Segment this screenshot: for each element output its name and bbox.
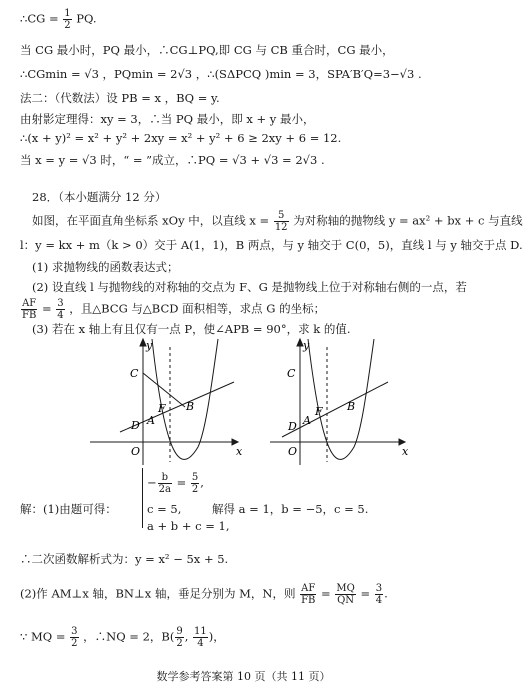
solution-label: 解：(1)由题可得：: [20, 502, 117, 516]
line-min-condition: 当 CG 最小时，PQ 最小，∴CG⊥PQ,即 CG 与 CB 重合时，CG 最小，: [20, 43, 394, 57]
left-label-c: C: [130, 367, 139, 380]
solution-result: 解得 a = 1，b = −5，c = 5.: [212, 502, 369, 516]
right-label-c: C: [287, 367, 296, 380]
right-label-d: D: [288, 420, 297, 433]
left-label-f: F: [158, 402, 166, 415]
question-heading: 28．（本小题满分 12 分）: [32, 190, 167, 204]
line-method-two: 法二：（代数法）设 PB = x ，BQ = y.: [20, 91, 220, 105]
right-label-f: F: [315, 405, 323, 418]
fraction-half: $\frac{1}{2}$: [64, 8, 71, 31]
fraction-three-quarters: $\frac{3}{4}$: [57, 298, 64, 321]
right-label-y: y: [303, 339, 310, 352]
left-label-x: x: [236, 445, 243, 458]
system-eq-1: − $\frac{b}{2a}$ = $\frac{5}{2}$ ,: [147, 472, 204, 495]
system-eq-3: a + b + c = 1,: [147, 519, 230, 533]
figure-graphs: [0, 337, 487, 467]
question-part-2-cont: $\frac{AF}{FB}$ = $\frac{3}{4}$ ，且△BCG 与△BCD 面积相等，求点 G 的坐标；: [22, 298, 326, 321]
left-label-y: y: [146, 339, 153, 352]
question-para-1: 如图，在平面直角坐标系 xOy 中，以直线 x = $\frac{5}{12}$ 为对称轴的抛物线 y = ax² + bx + c 与直线: [32, 210, 523, 233]
page-footer: 数学参考答案第 10 页（共 11 页）: [156, 670, 331, 683]
fraction-af-fb: $\frac{AF}{FB}$: [22, 298, 37, 321]
line-inequality: ∴(x + y)² = x² + y² + 2xy = x² + y² + 6 ≥ 2xy + 6 = 12.: [20, 131, 342, 145]
question-part-1: (1) 求抛物线的函数表达式；: [32, 260, 179, 274]
question-part-2: (2) 设直线 l 与抛物线的对称轴的交点为 F、G 是抛物线上位于对称轴右侧的一点，若: [32, 280, 467, 294]
system-eq-2: c = 5,: [147, 502, 182, 516]
line-projection: 由射影定理得：xy = 3，∴当 PQ 最小，即 x + y 最小，: [20, 112, 315, 126]
fraction-axis: $\frac{5}{12}$: [274, 210, 288, 233]
question-para-2: l：y = kx + m（k > 0）交于 A(1，1)，B 两点，与 y 轴交于 C(0，5)，直线 l 与 y 轴交于点 D.: [20, 238, 523, 252]
line-cg-half-pq: ∴CG = $\frac{1}{2}$ PQ.: [20, 8, 97, 31]
right-label-o: O: [288, 445, 298, 458]
solution-parabola: ∴二次函数解析式为：y = x² − 5x + 5.: [20, 552, 229, 566]
left-label-a: A: [147, 414, 155, 427]
line-cg-min-values: ∴CGmin = √3 ，PQmin = 2√3 ，∴(SΔPCQ )min = 3，SPA′B′Q=3−√3 .: [20, 67, 422, 81]
left-label-d: D: [131, 419, 140, 432]
question-part-3: (3) 若在 x 轴上有且仅有一点 P，使∠APB = 90°，求 k 的值.: [32, 322, 351, 336]
left-label-o: O: [131, 445, 141, 458]
line-equality: 当 x = y = √3 时，“ = ”成立，∴PQ = √3 + √3 = 2√3 .: [20, 153, 325, 167]
solution-mq: ∵ MQ = $\frac{3}{2}$ ，∴NQ = 2，B( $\frac{9}{2}$ , $\frac{11}{4}$ )，: [20, 626, 225, 649]
right-label-a: A: [303, 414, 311, 427]
left-label-b: B: [186, 400, 195, 413]
right-label-b: B: [347, 400, 356, 413]
solution-part-2: (2)作 AM⊥x 轴，BN⊥x 轴，垂足分别为 M，N，则 $\frac{AF}{FB}$ = $\frac{MQ}{QN}$ = $\frac{3}{4}$ .: [20, 583, 388, 606]
right-label-x: x: [402, 445, 409, 458]
system-brace: [142, 468, 143, 528]
